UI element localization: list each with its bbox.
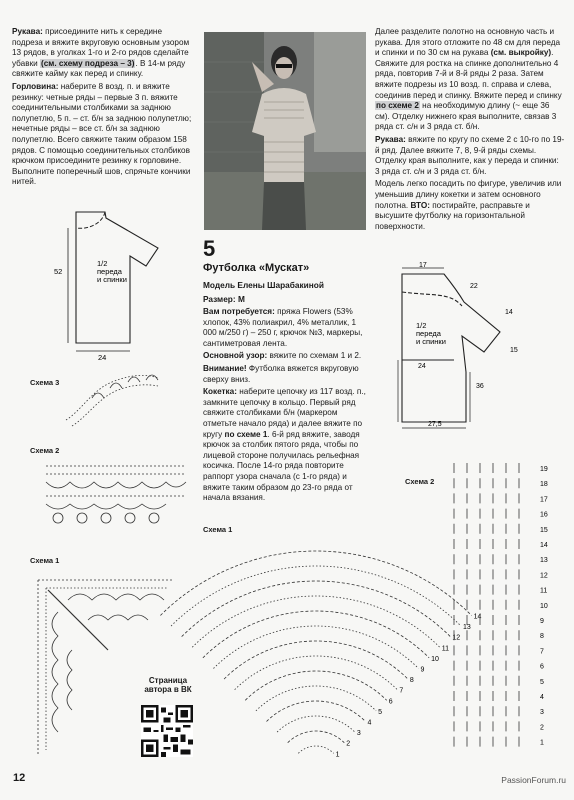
scheme1-row-arc [213,626,418,668]
sleeves-label: Рукава: [12,27,43,36]
scheme1-row-arc [160,551,471,615]
right-sleeves-label: Рукава: [375,134,406,144]
scheme1-row-label: 10 [431,655,439,663]
sleeves-ref: (см. схему подреза – 3) [41,58,135,68]
middle-column-text [203,307,367,506]
attention-label: Внимание! [203,363,247,373]
rp-front: переда [416,329,441,338]
model-photo-illustration [204,32,366,230]
neck-label: Горловина: [12,81,59,91]
note-paragraph [375,179,565,232]
scheme2-diagram [440,460,560,762]
body-ref-1: (см. выкройку) [490,48,552,58]
yoke-label: Кокетка: [203,387,237,397]
main-pattern-paragraph [203,351,367,362]
author-page-caption [140,676,196,694]
scheme2-row-label: 14 [540,542,548,549]
pattern-number: 5 [203,236,216,261]
scheme2-row-label: 4 [540,694,544,701]
scheme2-row-label: 19 [540,466,548,473]
right-sleeves-text: вяжите по кругу по схеме 2 с 10-го по 19-й ряд. Далее вяжите 7, 8, 9-й ряды схемы. Отделку края выполните, как у переда и спинки: 3 ряда ст. с/н и 3 ряда ст. б/н. [375,134,565,176]
scheme1-row-arc [224,641,408,679]
scheme3-label: Схема 3 [30,378,60,387]
materials-label: Вам потребуется: [203,307,275,316]
body-paragraph [375,27,565,133]
body-ref-2: по схеме 2 [376,101,419,111]
rp-14: 14 [505,309,513,316]
yoke-ref: по схеме 1 [224,429,268,439]
scheme1-left-label: Схема 1 [30,556,60,565]
site-watermark: PassionForum.ru [501,775,566,785]
scheme1-row-arc [277,716,355,732]
body-text-1: Далее разделите полотно на основную часть и рукава. Для этого отложите по 48 см для переда и спинки и по 30 см на рукава [375,27,561,58]
scheme1-row-label: 4 [367,719,372,727]
scheme1-row-arc [203,611,429,658]
attention-text: Футболка вяжется вкруговую сверху вниз. [203,363,359,384]
scheme1-row-label: 5 [378,708,383,716]
scheme1-row-label: 11 [441,645,450,653]
size-line: Размер: М [203,294,245,304]
vk-qr-code[interactable] [141,705,193,757]
model-author: Модель Елены Шарабакиной [203,280,324,290]
left-pattern-width: 24 [98,353,107,362]
scheme1-diagram [196,535,482,775]
left-pattern-back: и спинки [97,275,127,284]
main-pattern-label: Основной узор: [203,351,268,361]
main-pattern-text: вяжите по схемам 1 и 2. [267,351,362,361]
rp-back: и спинки [416,337,446,346]
scheme1-row-label: 12 [452,634,461,642]
right-sleeves-paragraph [375,135,565,177]
wto-label: ВТО: [410,200,430,210]
materials-text: пряжа Flowers (53% хлопок, 43% полиакрил, 4% металлик, 1 000 м/250 г) – 250 г, крючок №3, маркеры, сантиметровая лента. [203,307,363,348]
body-text-2: . Свяжите для ростка на спинке дополнительно 4 ряда, повторив 7-й и 8-й ряды 2 раза. Затем вяжите подрезы из 10 возд. п. справа и слева, соединив перед и спинку. Вяжите перед и спинку [375,48,562,100]
left-garment-pattern [50,208,195,363]
scheme2-row-label: 1 [540,739,544,747]
scheme1-row-arc [192,596,439,647]
rp-24: 24 [418,363,426,370]
author-page-line-2: автора в ВК [144,685,192,694]
yoke-text-1: наберите цепочку из 117 возд. п., замкните цепочку в кольцо. Первый ряд свяжите столбиками б/н (маркером отметьте начало ряда) и далее вяжите по кругу [203,387,366,439]
right-garment-pattern [392,262,532,432]
scheme2-row-label: 11 [540,587,548,595]
right-column-text [375,27,565,234]
scheme1-row-arc [288,731,345,743]
scheme2-row-label: 8 [540,633,544,641]
pattern-title: Футболка «Мускат» [203,262,310,274]
scheme1-row-arc [267,701,366,722]
sleeves-text-1: присоедините нить к середине подреза и вяжите вкруговую основным узором 13 рядов, в уголках 1-го и 2-го рядов сделайте убавки [12,27,190,68]
rp-36: 36 [476,383,484,390]
scheme2-row-label: 16 [540,511,548,519]
author-page-line-1: Страница [148,676,188,685]
scheme2-row-label: 2 [540,724,544,732]
scheme1-row-label: 7 [399,687,404,695]
rp-22: 22 [470,283,478,290]
scheme1-row-label: 6 [388,698,393,706]
rp-half: 1/2 [416,321,427,330]
wto-text: постирайте, расправьте и высушите футболку на горизонтальной поверхности. [375,200,530,231]
scheme1-label: Схема 1 [203,525,233,534]
scheme1-row-arc [256,686,376,711]
scheme1-row-label: 3 [356,730,361,738]
scheme1-row-label: 2 [346,740,351,748]
sleeves-text-2: . В 14-м ряду свяжите кайму как перед и спинку. [12,58,186,79]
scheme1-row-arc [298,746,333,753]
scheme2-row-label: 10 [540,602,548,610]
scheme1-row-label: 13 [462,624,471,632]
scheme2-row-label: 18 [540,481,548,489]
scheme2-label: Схема 2 [405,477,435,486]
scheme2-row-label: 3 [540,709,544,717]
scheme1-row-label: 9 [420,666,425,674]
left-pattern-height: 52 [54,267,63,276]
scheme1-row-label: 14 [473,613,482,621]
scheme2-row-label: 15 [540,526,548,534]
scheme1-row-label: 8 [409,677,414,685]
sleeves-paragraph [12,27,195,80]
scheme2-row-label: 6 [540,663,544,671]
scheme2-row-label: 17 [540,496,548,504]
materials-paragraph [203,307,367,349]
left-pattern-front: переда [97,267,122,276]
scheme3-diagram [62,370,162,430]
rp-15: 15 [510,347,518,354]
scheme2-left-diagram [40,460,190,528]
body-text-3: на необходимую длину (~ еще 36 см). Отделку нижнего края выполните, связав 3 ряда ст. с/н и 3 ряда ст. б/н. [375,101,557,132]
scheme1-row-arc [235,656,398,690]
yoke-text-2: . 6-й ряд вяжите, заводя крючок за столбик пятого ряда, чтобы по лицевой стороне получилась рельефная косичка. После 14-го ряда повторите раппорт узора сначала (с 1-го ряда) и вяжите таким образом до 23-го ряда от начала вязания. [203,429,360,503]
left-pattern-half: 1/2 [97,259,108,268]
yoke-paragraph [203,387,367,504]
scheme2-row-label: 12 [540,572,548,580]
scheme1-row-arc [182,581,451,637]
neck-text: наберите 8 возд. п. и вяжите резинку: четные ряды – первые 3 п. вяжите соединительными столбиками за заднюю полупетлю, 5 п. – ст. б/н за заднюю полупетлю; нечетные ряды – все ст. б/н за заднюю полупетлю. Всего свяжите таким образом 158 рядов. С помощью соединительных столбиков крючком присоедините резинку к горловине. Выполните поперечный шов, спрячьте кончики нитей. [12,81,192,187]
scheme2-row-label: 13 [540,557,548,565]
attention-paragraph [203,364,367,385]
left-column-text [12,27,195,190]
scheme2-row-label: 9 [540,618,544,625]
scheme2-row-label: 5 [540,678,544,686]
scheme2-left-label: Схема 2 [30,446,60,455]
neck-paragraph [12,82,195,188]
scheme2-row-label: 7 [540,648,544,656]
model-photo [204,32,366,230]
rp-17: 17 [419,262,427,269]
rp-275: 27,5 [428,421,442,428]
page-number: 12 [13,772,26,784]
scheme1-row-label: 1 [335,751,340,759]
note-text: Модель легко посадить по фигуре, увеличив или уменьшив длину кокетки и затем основного полотна. [375,179,562,210]
